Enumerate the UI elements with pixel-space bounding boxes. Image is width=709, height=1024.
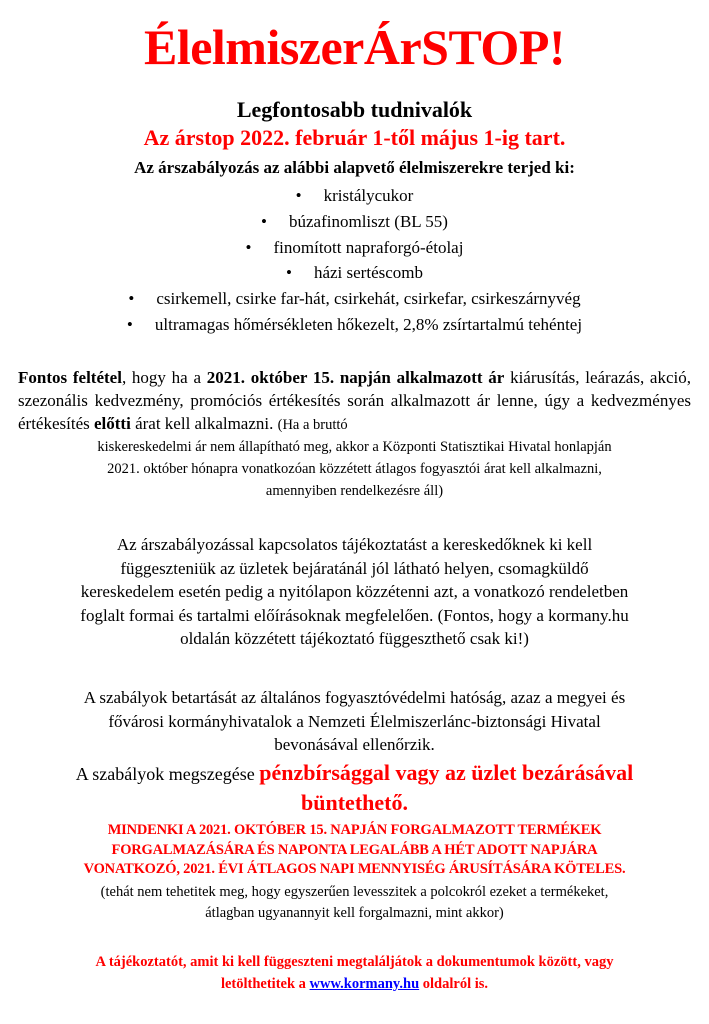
list-item [0,260,709,286]
explanation-note [0,882,709,923]
page-title: ÉlelmiszerÁrSTOP! [143,19,566,75]
bullet-icon: • [295,186,302,205]
info-line: függeszteniük az üzletek bejáratánál jól látható helyen, csomagküldő [120,558,589,578]
condition-note: 2021. október hónapra vonatkozóan közzétett átlagos fogyasztói árat kell alkalmazni, [107,461,602,477]
control-line: fővárosi kormányhivatalok a Nemzeti Élelmiszerlánc-biztonsági Hivatal [108,711,601,731]
bullet-icon: • [128,289,135,309]
list-item-label: ultramagas hőmérsékleten hőkezelt, 2,8% zsírtartalmú tehéntej [154,314,583,334]
condition-note: kiskereskedelmi ár nem állapítható meg, akkor a Központi Statisztikai Hivatal honlapján [97,439,612,455]
bullet-icon: • [245,237,252,257]
condition-bold-lead: Fontos feltétel [18,368,122,387]
condition-text: árat kell alkalmazni. [130,414,278,433]
obligation-line: MINDENKI A 2021. OKTÓBER 15. NAPJÁN FORGALMAZOTT TERMÉKEK [107,822,602,838]
condition-note: (Ha a bruttó [277,417,348,433]
condition-bold-before: előtti [94,414,131,433]
list-item-label: finomított napraforgó-étolaj [273,237,464,257]
note-line: (tehát nem tehetitek meg, hogy egyszerűen levesszitek a polcokról ezeket a termékeket, [100,884,609,900]
list-item-label: kristálycukor [323,186,414,205]
condition-text: , hogy ha a [121,368,207,387]
bullet-icon: • [286,263,292,283]
price-stop-period: Az árstop 2022. február 1-től május 1-ig tart. [143,125,566,150]
info-line: kereskedelem esetén pedig a nyitólapon közzétenni azt, a vonatkozó rendeletben [80,582,629,602]
penalty-highlight: pénzbírsággal vagy az üzlet bezárásával [259,760,634,785]
obligation-line: FORGALMAZÁSÁRA ÉS NAPONTA LEGALÁBB A HÉT ADOTT NAPJÁRA [111,841,598,858]
control-line: bevonásával ellenőrzik. [274,735,435,755]
list-item [0,183,709,209]
condition-bold-date: 2021. október 15. napján alkalmazott ár [206,368,505,387]
footer-line: A tájékoztatót, amit ki kell függeszteni megtaláljátok a dokumentumok között, vagy [95,954,614,970]
info-line: foglalt formai és tartalmi előírásoknak megfelelően. (Fontos, hogy a kormany.hu [80,605,629,625]
list-item [0,312,709,338]
list-item [0,209,709,235]
obligation-notice [0,821,709,880]
list-item-label: házi sertéscomb [313,263,423,283]
control-paragraph [18,686,691,757]
subtitle: Legfontosabb tudnivalók [236,97,473,122]
info-line: Az árszabályozással kapcsolatos tájékoztatást a kereskedőknek ki kell [116,535,593,554]
list-item-label: búzafinomliszt (BL 55) [289,211,448,231]
kormany-link[interactable]: www.kormany.hu [309,976,420,992]
control-line: A szabályok betartását az általános fogyasztóvédelmi hatóság, azaz a megyei és [83,688,626,707]
footer-post-link: oldalról is. [419,976,489,992]
footer-line [0,973,709,995]
footer-notice [0,951,709,995]
info-paragraph [18,533,691,651]
condition-paragraph [18,366,691,502]
bullet-icon: • [261,211,267,231]
product-list [0,183,709,338]
list-item [0,235,709,261]
list-item [0,286,709,312]
info-line: oldalán közzétett tájékoztató függeszthető csak ki!) [180,629,529,649]
scope-heading: Az árszabályozás az alábbi alapvető élelmiszerekre terjed ki: [134,158,575,177]
penalty-highlight-end: büntethető. [301,790,408,815]
note-line: átlagban ugyanannyit kell forgalmazni, mint akkor) [205,904,504,921]
footer-pre-link: letölthetitek a [220,976,310,992]
penalty-line [0,758,709,789]
obligation-line: VONATKOZÓ, 2021. ÉVI ÁTLAGOS NAPI MENNYISÉG ÁRUSÍTÁSÁRA KÖTELES. [83,861,626,877]
list-item-label: csirkemell, csirke far-hát, csirkehát, csirkefar, csirkeszárnyvég [156,289,581,309]
bullet-icon: • [126,314,133,334]
condition-text: kiárusítás, leárazás, akció, szezonális kedvezmény, promóciós értékesítés során alkalmazott ár lenne, úgy a kedvezményes értékesítés [18,368,692,433]
condition-note: amennyiben rendelkezésre áll) [265,483,444,499]
penalty-lead: A szabályok megszegése [75,764,260,784]
